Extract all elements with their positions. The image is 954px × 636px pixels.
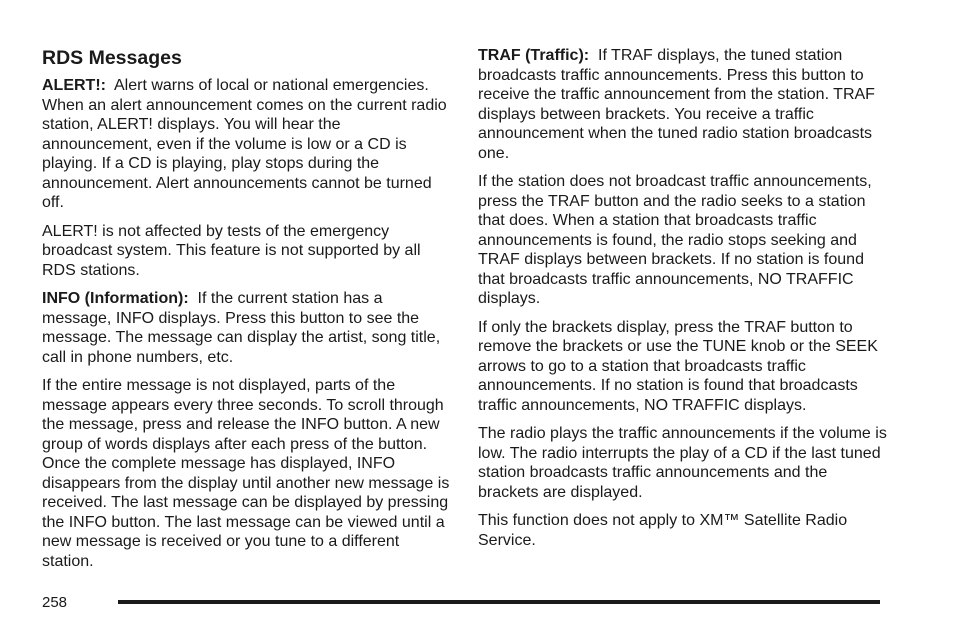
brackets-paragraph: If only the brackets display, press the TRAF button to remove the brackets or use the TUNE knob or the SEEK arrows to go to a station that broadcasts traffic announcements. If no station is found that broadcasts traffic announcements, NO TRAFFIC displays. <box>478 318 878 414</box>
info-text: If the current station has a message, INFO displays. Press this button to see the message. The message can display the artist, song title, call in phone numbers, etc. <box>42 290 441 366</box>
info-paragraph <box>42 289 452 367</box>
traf-paragraph <box>478 46 888 163</box>
section-heading: RDS Messages <box>42 47 182 69</box>
alert-term: ALERT!: <box>42 77 106 94</box>
traf-text: If TRAF displays, the tuned station broadcasts traffic announcements. Press this button to receive the traffic announcement from the station. TRAF displays between brackets. You receive a traffic announcement when the tuned radio station broadcasts one. <box>478 47 875 162</box>
alert-note-paragraph: ALERT! is not affected by tests of the emergency broadcast system. This feature is not supported by all RDS stations. <box>42 222 421 279</box>
left-column <box>42 46 452 580</box>
alert-text: Alert warns of local or national emergencies. When an alert announcement comes on the current radio station, ALERT! displays. You will hear the announcement, even if the volume is low or a CD is playing. If a CD is playing, play stops during the announcement. Alert announcements cannot be turned off. <box>42 77 447 211</box>
info-term: INFO (Information): <box>42 290 189 307</box>
page-number: 258 <box>42 594 68 611</box>
xm-paragraph: This function does not apply to XM™ Satellite Radio Service. <box>478 512 848 549</box>
traf-term: TRAF (Traffic): <box>478 47 590 64</box>
info-note-paragraph: If the entire message is not displayed, parts of the message appears every three seconds. To scroll through the message, press and release the INFO button. A new group of words displays after each press of the button. Once the complete message has displayed, INFO disappears from the display until another new message is received. The last message can be displayed by pressing the INFO button. The last message can be viewed until a new message is received or you tune to a different station. <box>42 377 450 570</box>
right-column <box>478 46 888 559</box>
alert-paragraph <box>42 76 452 213</box>
no-traffic-paragraph: If the station does not broadcast traffic announcements, press the TRAF button and the radio seeks to a station that does. When a station that broadcasts traffic announcements is found, the radio stops seeking and TRAF displays between brackets. If no station is found that broadcasts traffic announcements, NO TRAFFIC displays. <box>478 173 872 307</box>
plays-paragraph: The radio plays the traffic announcements if the volume is low. The radio interrupts the play of a CD if the last tuned station broadcasts traffic announcements and the brackets are displayed. <box>478 425 887 501</box>
footer-divider <box>118 600 880 604</box>
